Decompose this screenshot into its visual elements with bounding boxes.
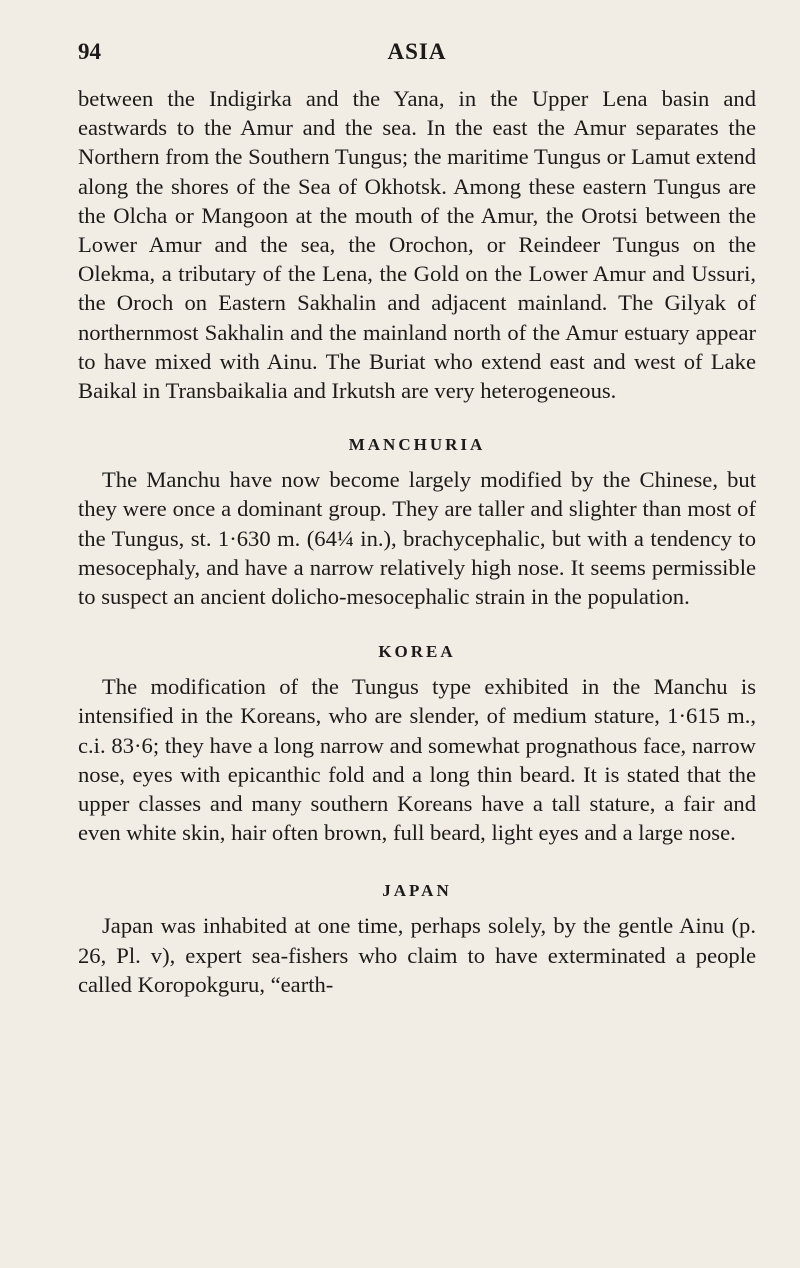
running-head	[78, 36, 756, 68]
paragraph-manchuria: The Manchu have now become largely modified by the Chinese, but they were once a dominant group. They are taller and slighter than most of the Tungus, st. 1·630 m. (64¼ in.), brachycephalic, but with a tendency to mesocephaly, and have a narrow relatively high nose. It seems permissible to suspect an ancient dolicho-mesocephalic strain in the population.	[78, 467, 756, 610]
section-heading-japan: JAPAN	[382, 881, 452, 901]
paragraph-tungus: between the Indigirka and the Yana, in the Upper Lena basin and eastwards to the Amur and the sea. In the east the Amur separates the Northern from the Southern Tungus; the maritime Tungus or Lamut extend along the shores of the Sea of Okhotsk. Among these eastern Tungus are the Olcha or Mangoon at the mouth of the Amur, the Orotsi between the Lower Amur and the sea, the Orochon, or Reindeer Tungus on the Olekma, a tributary of the Lena, the Gold on the Lower Amur and Ussuri, the Oroch on Eastern Sakhalin and adjacent mainland. The Gilyak of northernmost Sakhalin and the mainland north of the Amur estuary appear to have mixed with Ainu. The Buriat who extend east and west of Lake Baikal in Transbaikalia and Irkutsh are very heterogeneous.	[78, 86, 756, 404]
running-title: ASIA	[387, 39, 447, 64]
section-heading-manchuria: MANCHURIA	[348, 435, 486, 455]
paragraph-japan: Japan was inhabited at one time, perhaps solely, by the gentle Ainu (p. 26, Pl. v), expert sea-fishers who claim to have exterminated a people called Koropokguru, “earth-	[78, 913, 756, 997]
page-number: 94	[78, 39, 101, 64]
section-heading-korea: KOREA	[378, 642, 456, 662]
paragraph-korea: The modification of the Tungus type exhibited in the Manchu is intensified in the Koreans, who are slender, of medium stature, 1·615 m., c.i. 83·6; they have a long narrow and somewhat prognathous face, narrow nose, eyes with epicanthic fold and a long thin beard. It is stated that the upper classes and many southern Koreans have a tall stature, a fair and even white skin, hair often brown, full beard, light eyes and a large nose.	[78, 674, 756, 846]
